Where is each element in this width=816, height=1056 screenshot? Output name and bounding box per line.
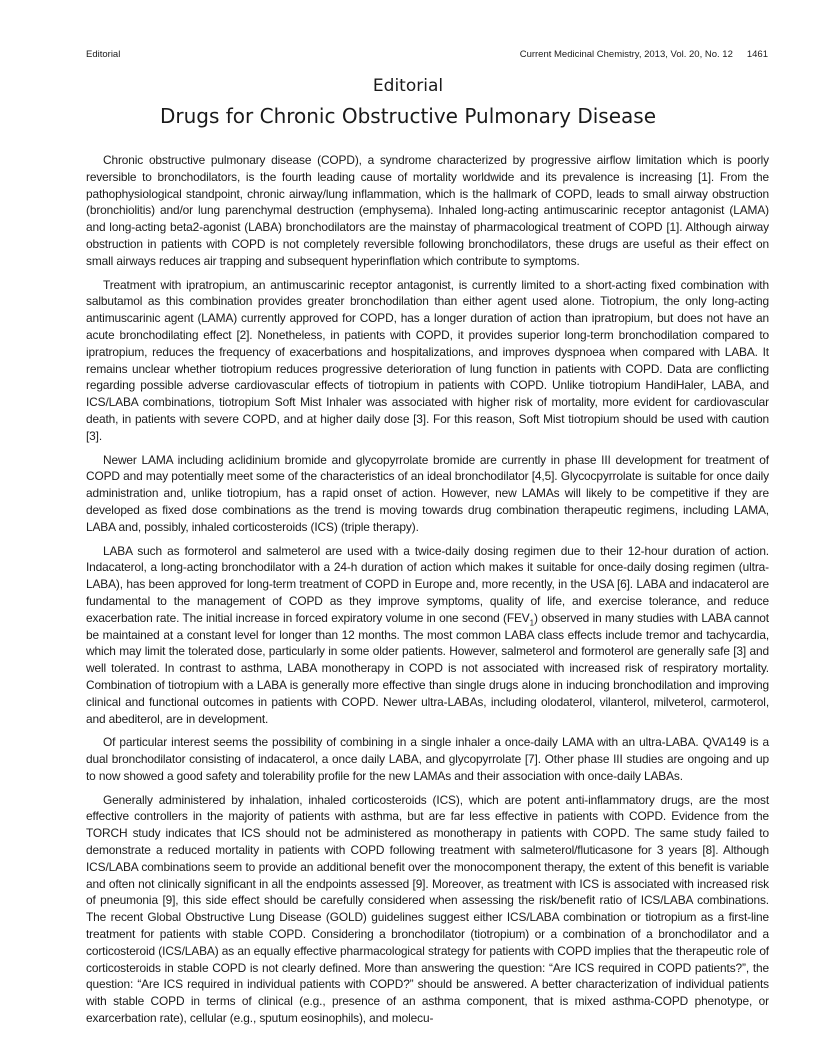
paragraph-intro: Chronic obstructive pulmonary disease (COPD), a syndrome characterized by progressive airflow limitation which is poorly reversible to bronchodilators, is the fourth leading cause of mortality worldwide and its prevalence is increasing [1]. From the pathophysiological standpoint, chronic airway/lung inflammation, which is the hallmark of COPD, leads to small airway obstruction (bronchiolitis) and/or lung parenchymal destruction (emphysema). Inhaled long-acting antimuscarinic receptor antagonist (LAMA) and long-acting beta2-agonist (LABA) bronchodilators are the mainstay of pharmacological treatment of COPD [1]. Although airway obstruction in patients with COPD is not completely reversible following bronchodilators, these drugs are useful as their effect on small airways reduces air trapping and subsequent hyperinflation which contribute to symptoms.	[86, 153, 769, 268]
page-number: 1461	[746, 49, 768, 60]
article-body	[86, 152, 769, 1034]
paragraph-laba-text-2: ) observed in many studies with LABA cannot be maintained at a constant level for longer than 12 months. The most common LABA class effects include tremor and tachycardia, which may limit the tolerated dose, particularly in some older patients. However, salmeterol and formoterol are generally safe [3] and well tolerated. In contrast to asthma, LABA monotherapy in COPD is not associated with increased risk of respiratory mortality. Combination of tiotropium with a LABA is generally more effective than single drugs alone in inducing bronchodilation and improving clinical and functional outcomes in patients with COPD. Newer ultra-LABAs, including olodaterol, vilanterol, milveterol, carmoterol, and abediterol, are in development.	[86, 610, 769, 726]
fev-subscript: 1	[529, 618, 534, 628]
running-head	[86, 49, 768, 60]
paragraph-laba-text-1: LABA such as formoterol and salmeterol are used with a twice-daily dosing regimen due to their 12-hour duration of action. Indacaterol, a long-acting bronchodilator with a 24-h duration of action which makes it suitable for once-daily dosing regimen (ultra-LABA), has been approved for long-term treatment of COPD in Europe and, more recently, in the USA [6]. LABA and indacaterol are fundamental to the management of COPD as they improve symptoms, quality of life, and exercise tolerance, and reduce exacerbation rate. The initial increase in forced expiratory volume in one second (FEV	[86, 543, 769, 625]
paragraph-laba	[86, 543, 769, 728]
article-title: Drugs for Chronic Obstructive Pulmonary Disease	[159, 104, 657, 128]
running-head-section: Editorial	[86, 49, 121, 60]
paragraph-lama-laba-combination: Of particular interest seems the possibility of combining in a single inhaler a once-daily LAMA with an ultra-LABA. QVA149 is a dual bronchodilator consisting of indacaterol, a once daily LABA, and glycopyrrolate [7]. Other phase III studies are ongoing and up to now showed a good safety and tolerability profile for the new LAMAs and their association with once-daily LABAs.	[86, 735, 769, 783]
section-label: Editorial	[372, 76, 444, 96]
paragraph-newer-lama: Newer LAMA including aclidinium bromide and glycopyrrolate bromide are currently in phase III development for treatment of COPD and may potentially meet some of the characteristics of an ideal bronchodilator [4,5]. Glycocpyrrolate is suitable for once daily administration and, unlike tiotropium, has a rapid onset of action. However, new LAMAs will likely to be competitive if they are developed as fixed dose combinations as the trend is moving towards drug combination therapeutic regimens, including LAMA, LABA and, possibly, inhaled corticosteroids (ICS) (triple therapy).	[86, 452, 769, 534]
paragraph-ipratropium-tiotropium: Treatment with ipratropium, an antimuscarinic receptor antagonist, is currently limited to a short-acting fixed combination with salbutamol as this combination provides greater bronchodilation than either agent used alone. Tiotropium, the only long-acting antimuscarinic agent (LAMA) currently approved for COPD, has a longer duration of action than ipratropium, but does not have an acute bronchodilating effect [2]. Nonetheless, in patients with COPD, it provides superior long-term bronchodilation compared to ipratropium, reduces the frequency of exacerbations and hospitalizations, and improves dyspnoea when compared with LABA. It remains unclear whether tiotropium reduces progressive deterioration of lung function in patients with COPD. Data are conflicting regarding possible adverse cardiovascular effects of tiotropium in patients with COPD. Unlike tiotropium HandiHaler, LABA, and ICS/LABA combinations, tiotropium Soft Mist Inhaler was associated with higher risk of mortality, more evident for cardiovascular death, in patients with severe COPD, and at higher daily dose [3]. For this reason, Soft Mist tiotropium should be used with caution [3].	[86, 277, 769, 443]
journal-citation: Current Medicinal Chemistry, 2013, Vol. 20, No. 12	[519, 49, 733, 60]
paragraph-ics: Generally administered by inhalation, inhaled corticosteroids (ICS), which are potent anti-inflammatory drugs, are the most effective controllers in the majority of patients with asthma, but are far less effective in patients with COPD. Evidence from the TORCH study indicates that ICS should not be administered as monotherapy in patients with COPD. The same study failed to demonstrate a reduced mortality in patients with COPD following treatment with salmeterol/fluticasone for 3 years [8]. Although ICS/LABA combinations seem to provide an additional benefit over the monocomponent therapy, the extent of this benefit is variable and often not clinically significant in all the endpoints assessed [9]. Moreover, as treatment with ICS is associated with increased risk of pneumonia [9], this side effect should be carefully considered when assessing the risk/benefit ratio of ICS/LABA combinations. The recent Global Obstructive Lung Disease (GOLD) guidelines suggest either ICS/LABA combination or tiotropium as a first-line treatment for patients with stable COPD. Considering a bronchodilator (tiotropium) or a combination of a bronchodilator and a corticosteroid (ICS/LABA) as an equally effective pharmacological strategy for patients with COPD implies that the therapeutic role of corticosteroids in stable COPD is not clearly defined. More than answering the question: “Are ICS required in COPD patients?”, the question: “Are ICS required in individual patients with COPD?” should be answered. A better characterization of individual patients with stable COPD in terms of clinical (e.g., presence of an asthma component, that is mixed asthma-COPD phenotype, or exarcerbation rate), cellular (e.g., sputum eosinophils), and molecu-	[86, 792, 769, 1026]
running-head-citation	[520, 49, 768, 60]
